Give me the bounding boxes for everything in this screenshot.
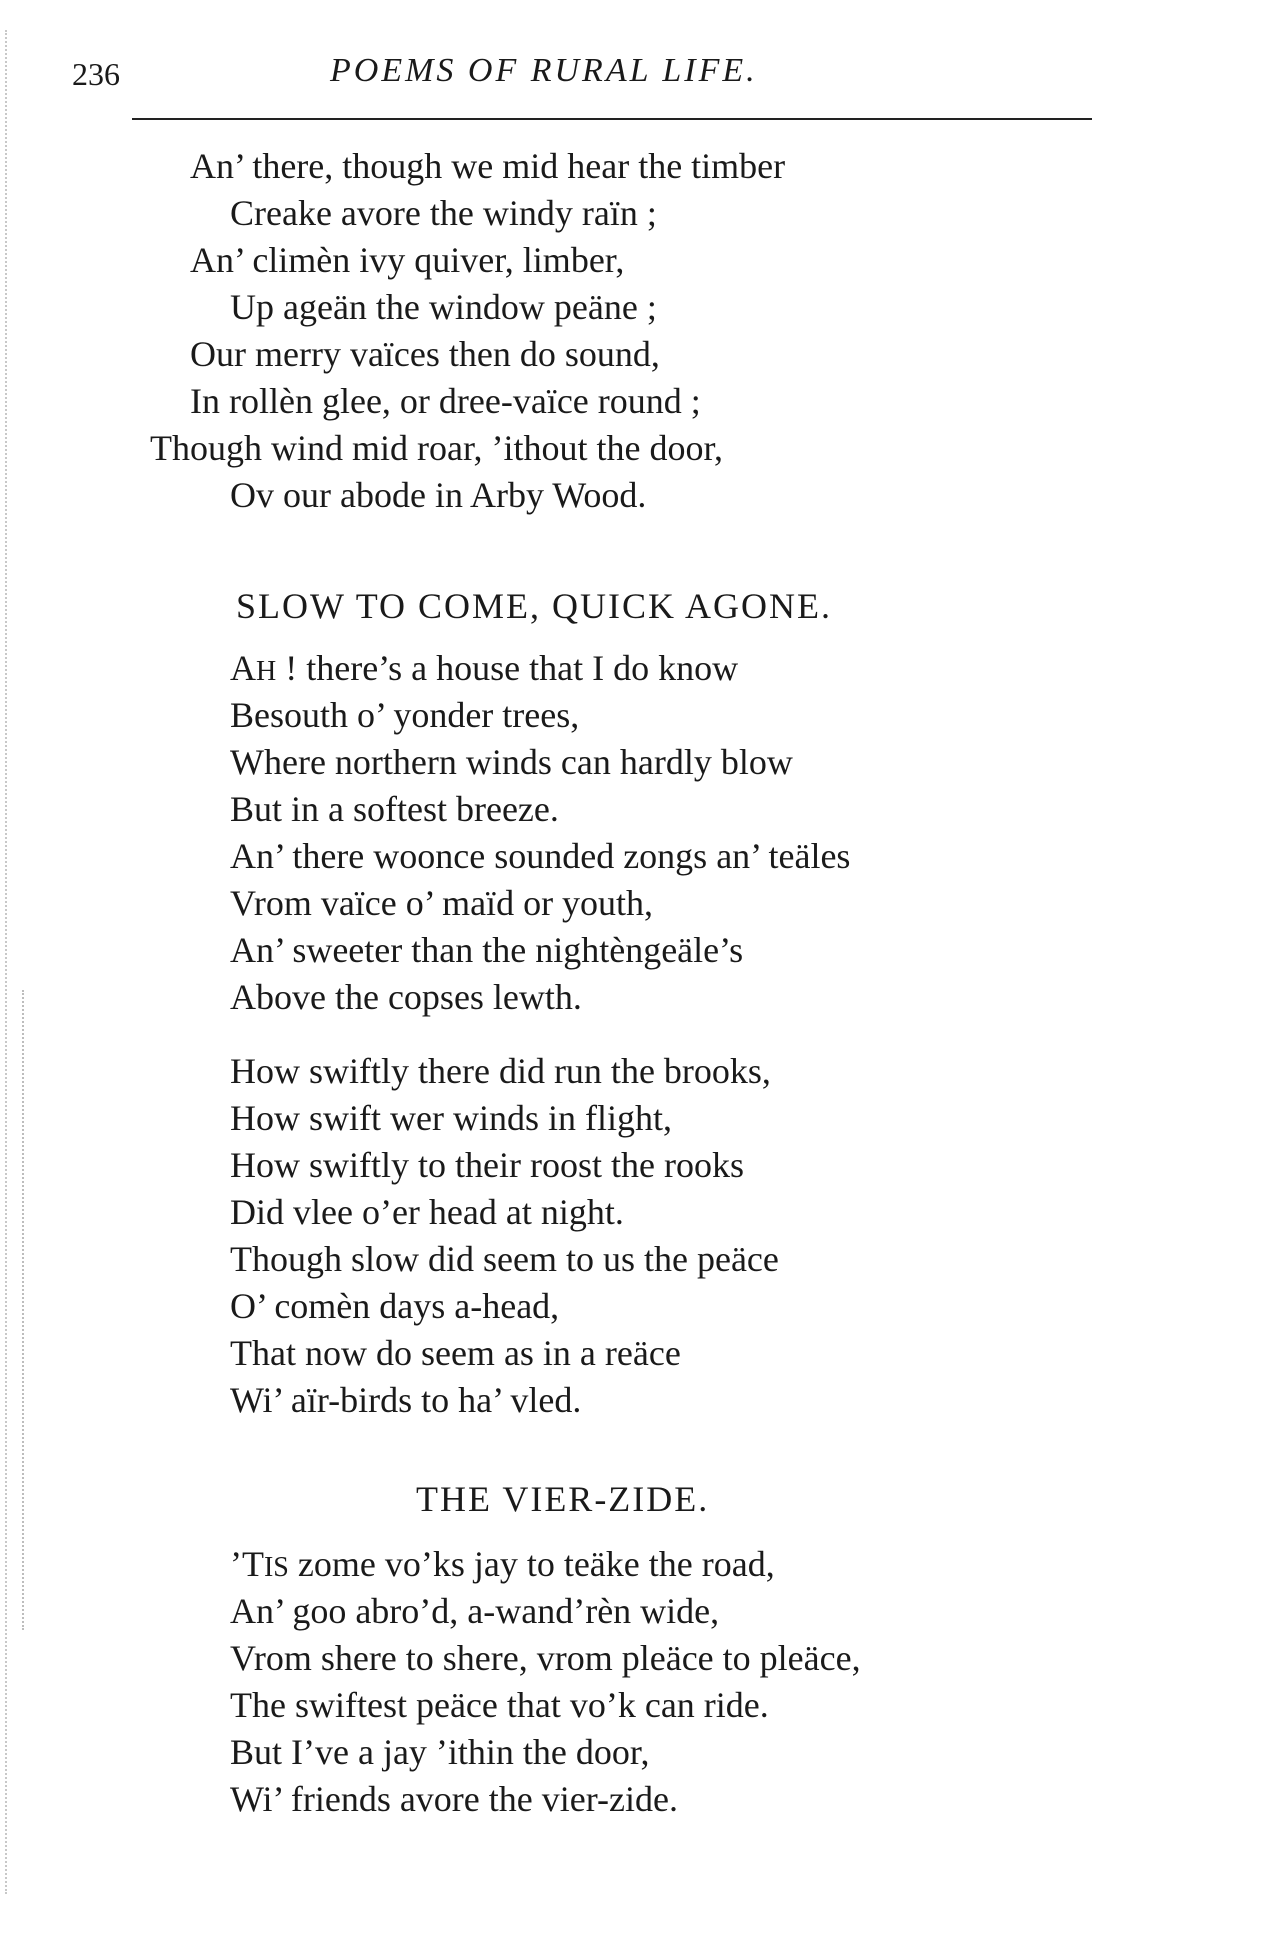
verse-line: Though slow did seem to us the peäce [230,1239,779,1279]
verse-line: But I’ve a jay ’ithin the door, [230,1732,650,1772]
verse-line: How swift wer winds in flight, [230,1098,672,1138]
verse-line: Vrom vaïce o’ maïd or youth, [230,883,654,923]
verse-line: The swiftest peäce that vo’k can ride. [230,1685,769,1725]
verse-line: An’ there, though we mid hear the timber [190,146,786,186]
small-caps: H [256,656,277,687]
verse-line: That now do seem as in a reäce [230,1333,681,1373]
running-title: POEMS OF RURAL LIFE. [330,52,758,89]
verse-line: Our merry vaïces then do sound, [190,334,660,374]
poem-title: THE VIER-ZIDE. [416,1479,710,1519]
scan-gutter-edge-inner [22,990,24,1630]
verse-line: Creake avore the windy raïn ; [230,193,657,233]
small-caps: IS [263,1552,289,1583]
verse-line: An’ there woonce sounded zongs an’ teäles [230,836,851,876]
verse-line: How swiftly to their roost the rooks [230,1145,744,1185]
first-line-rest: zome vo’ks jay to teäke the road, [288,1544,775,1584]
verse-line: Wi’ friends avore the vier-zide. [230,1779,678,1819]
verse-line: Besouth o’ yonder trees, [230,695,580,735]
verse-line-first [230,1546,775,1582]
verse-line: Did vlee o’er head at night. [230,1192,624,1232]
first-line-rest: ! there’s a house that I do know [276,648,739,688]
initial-cap: ’T [230,1544,264,1584]
verse-line: Where northern winds can hardly blow [230,742,793,782]
verse-line: An’ goo abro’d, a-wand’rèn wide, [230,1591,720,1631]
verse-line-first [230,650,738,686]
verse-line: Wi’ aïr-birds to ha’ vled. [230,1380,582,1420]
verse-line: O’ comèn days a-head, [230,1286,560,1326]
scan-gutter-edge [5,30,7,1894]
header-rule [132,118,1092,120]
verse-line: An’ climèn ivy quiver, limber, [190,240,625,280]
verse-line: Vrom shere to shere, vrom pleäce to pleäce, [230,1638,861,1678]
verse-line: Up ageän the window peäne ; [230,287,657,327]
initial-cap: A [230,648,256,688]
verse-line: How swiftly there did run the brooks, [230,1051,771,1091]
verse-line: Ov our abode in Arby Wood. [230,475,647,515]
page-number: 236 [72,56,120,92]
verse-line: In rollèn glee, or dree-vaïce round ; [190,381,701,421]
poem-title: SLOW TO COME, QUICK AGONE. [236,586,833,626]
verse-line: But in a softest breeze. [230,789,559,829]
verse-line: An’ sweeter than the nightèngeäle’s [230,930,744,970]
verse-line: Though wind mid roar, ’ithout the door, [150,428,724,468]
verse-line: Above the copses lewth. [230,977,582,1017]
